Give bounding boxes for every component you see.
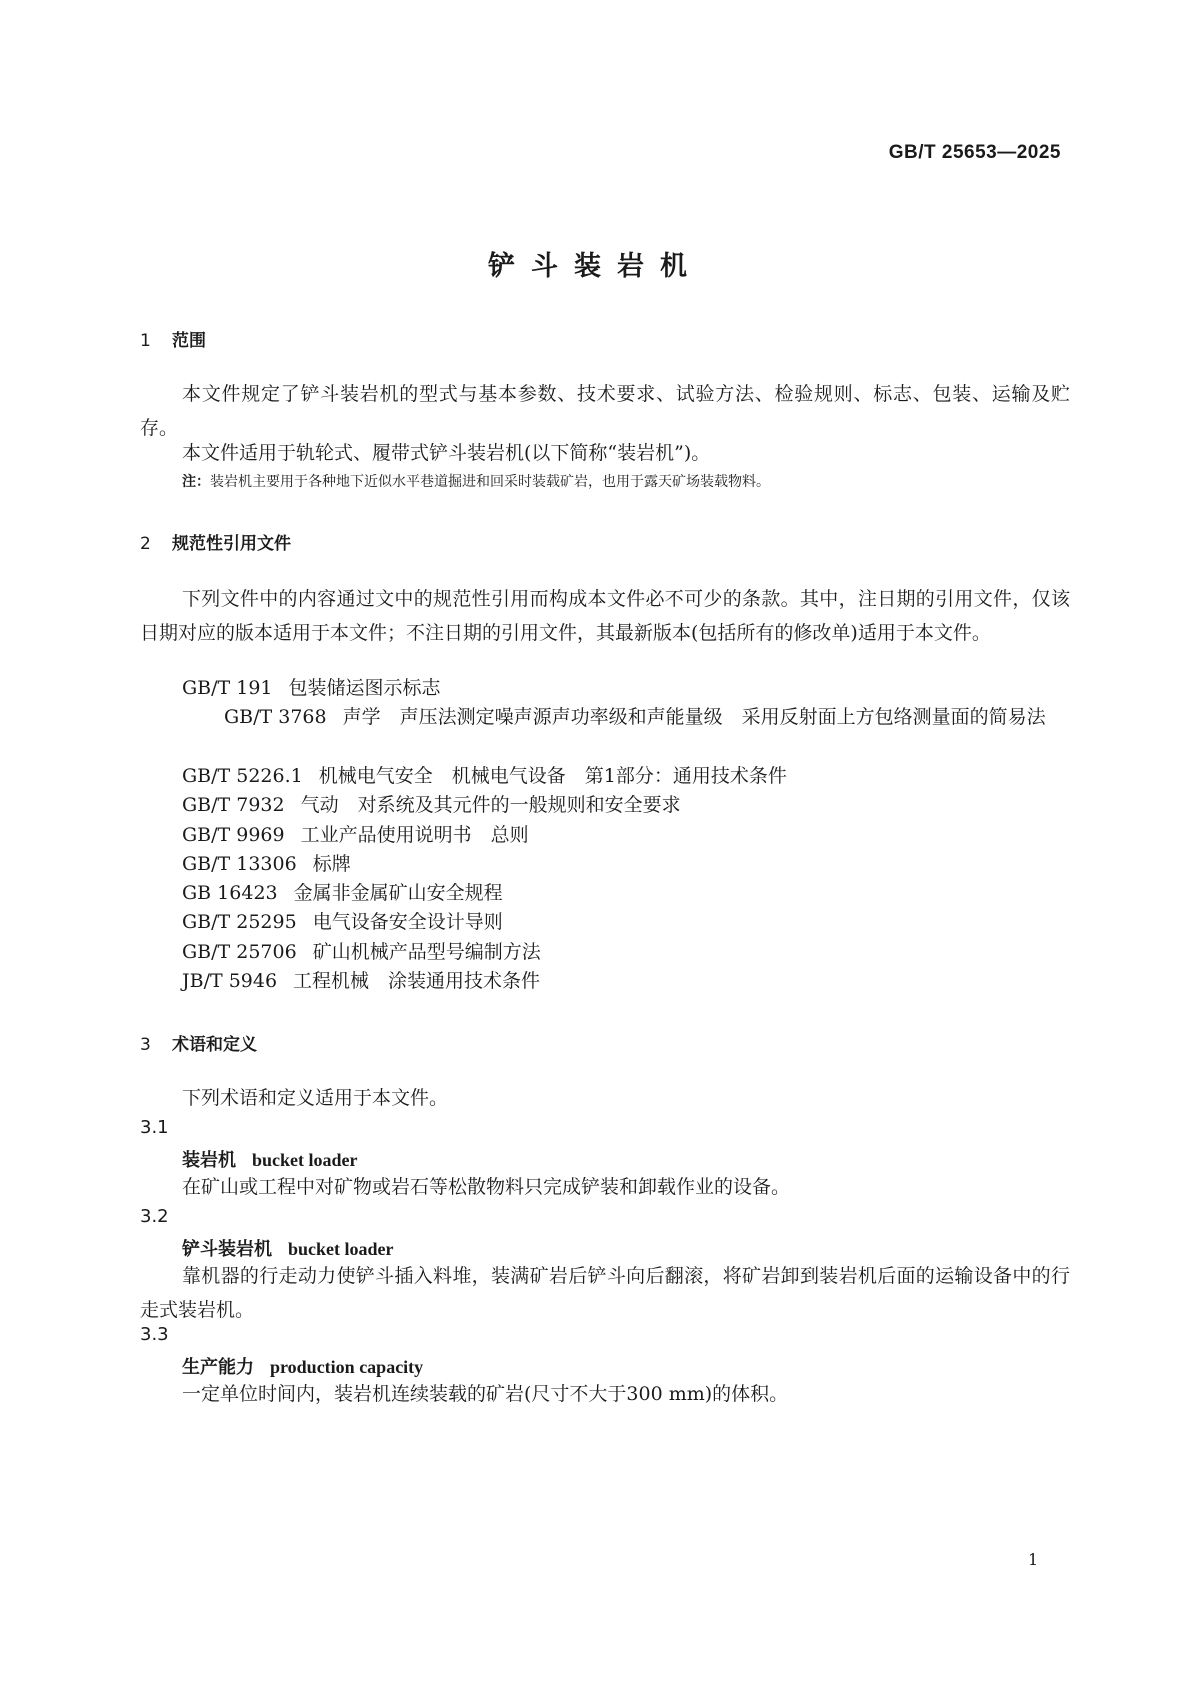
term-number: 3.3 <box>140 1324 169 1345</box>
reference-item <box>140 702 1070 733</box>
reference-code: GB/T 5226.1 <box>182 765 303 787</box>
section-3-heading <box>140 1030 257 1055</box>
terms-intro: 下列术语和定义适用于本文件。 <box>182 1087 449 1109</box>
reference-item <box>182 966 1070 997</box>
reference-title: 标牌 <box>312 853 351 875</box>
standard-number: GB/T 25653—2025 <box>888 142 1061 163</box>
section-title: 规范性引用文件 <box>172 534 291 554</box>
reference-item <box>182 673 1070 704</box>
reference-code: GB/T 13306 <box>182 853 297 875</box>
section-number: 2 <box>140 534 151 554</box>
scope-paragraph: 本文件规定了铲斗装岩机的型式与基本参数、技术要求、试验方法、检验规则、标志、包装、运输及贮存。 <box>140 383 1070 439</box>
term-name-en: production capacity <box>270 1357 424 1377</box>
applicability-paragraph: 本文件适用于轨轮式、履带式铲斗装岩机(以下简称“装岩机”)。 <box>182 442 711 464</box>
reference-title: 包装储运图示标志 <box>288 677 441 699</box>
reference-title: 矿山机械产品型号编制方法 <box>312 941 541 963</box>
section-2-heading <box>140 529 291 554</box>
term-name-zh: 生产能力 <box>182 1357 254 1378</box>
term-name-zh: 铲斗装岩机 <box>182 1239 272 1260</box>
reference-code: GB/T 7932 <box>182 794 285 816</box>
term-definition: 在矿山或工程中对矿物或岩石等松散物料只完成铲装和卸载作业的设备。 <box>182 1176 791 1198</box>
reference-item <box>182 761 1070 792</box>
note <box>182 472 770 492</box>
reference-code: GB/T 25706 <box>182 941 297 963</box>
section-title: 范围 <box>172 331 206 351</box>
term-name <box>182 1235 394 1261</box>
term-name-en: bucket loader <box>288 1239 394 1259</box>
document-title: 铲斗装岩机 <box>488 251 703 282</box>
reference-item <box>182 907 1070 938</box>
term-name-en: bucket loader <box>252 1150 358 1170</box>
normative-references-intro: 下列文件中的内容通过文中的规范性引用而构成本文件必不可少的条款。其中，注日期的引用文件，仅该日期对应的版本适用于本文件；不注日期的引用文件，其最新版本(包括所有的修改单)适用于本文件。 <box>140 588 1070 644</box>
reference-item <box>182 937 1070 968</box>
section-number: 1 <box>140 331 151 351</box>
term-name-zh: 装岩机 <box>182 1150 236 1171</box>
reference-title: 声学 声压法测定噪声源声功率级和声能量级 采用反射面上方包络测量面的简易法 <box>342 706 1046 728</box>
term-number: 3.2 <box>140 1206 169 1227</box>
page-number: 1 <box>1028 1550 1039 1569</box>
reference-code: GB/T 25295 <box>182 911 297 933</box>
reference-code: GB/T 3768 <box>224 706 327 728</box>
reference-title: 气动 对系统及其元件的一般规则和安全要求 <box>300 794 681 816</box>
reference-title: 电气设备安全设计导则 <box>312 911 503 933</box>
term-definition: 靠机器的行走动力使铲斗插入料堆，装满矿岩后铲斗向后翻滚，将矿岩卸到装岩机后面的运输设备中的行走式装岩机。 <box>140 1265 1070 1321</box>
term-definition: 一定单位时间内，装岩机连续装载的矿岩(尺寸不大于300 mm)的体积。 <box>182 1383 789 1405</box>
note-label: 注： <box>182 474 210 490</box>
reference-code: GB 16423 <box>182 882 278 904</box>
reference-title: 工程机械 涂装通用技术条件 <box>293 970 541 992</box>
reference-item <box>182 790 1070 821</box>
reference-item <box>182 878 1070 909</box>
term-number: 3.1 <box>140 1117 169 1138</box>
reference-code: GB/T 9969 <box>182 824 285 846</box>
note-text: 装岩机主要用于各种地下近似水平巷道掘进和回采时装载矿岩，也用于露天矿场装载物料。 <box>210 474 770 490</box>
reference-item <box>182 849 1070 880</box>
term-name <box>182 1146 358 1172</box>
reference-code: GB/T 191 <box>182 677 273 699</box>
section-title: 术语和定义 <box>172 1035 257 1055</box>
term-name <box>182 1353 423 1379</box>
reference-item <box>182 820 1070 851</box>
section-number: 3 <box>140 1035 151 1055</box>
reference-code: JB/T 5946 <box>182 970 278 992</box>
reference-title: 工业产品使用说明书 总则 <box>300 824 529 846</box>
reference-title: 金属非金属矿山安全规程 <box>293 882 503 904</box>
reference-title: 机械电气安全 机械电气设备 第1部分：通用技术条件 <box>318 765 787 787</box>
section-1-heading <box>140 326 206 351</box>
